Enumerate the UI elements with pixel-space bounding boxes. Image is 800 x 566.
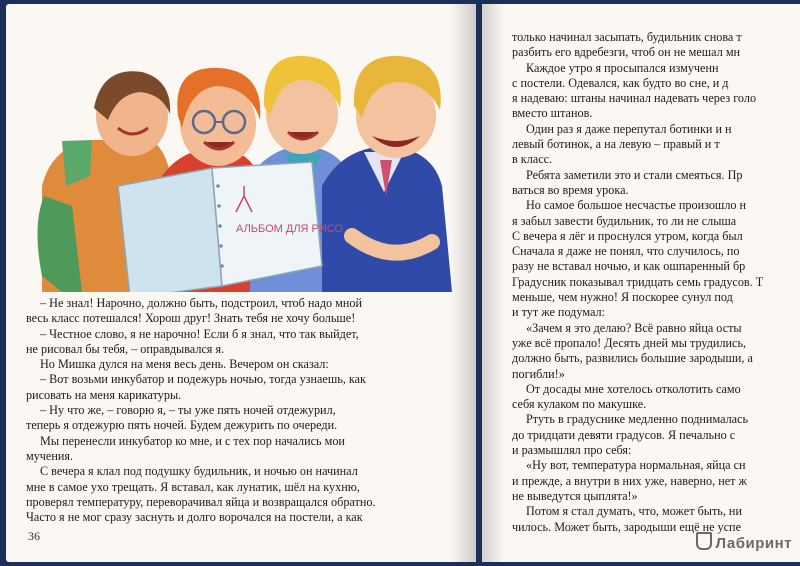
text-line: и тут же подумал:: [512, 305, 605, 320]
text-line: С вечера я лёг и проснулся утром, когда был: [512, 228, 743, 243]
right-page: [482, 4, 800, 562]
text-line: вместо штанов.: [512, 106, 593, 121]
text-line: «Зачем я это делаю? Всё равно яйца осты: [526, 320, 742, 335]
text-line: Но Мишка дулся на меня весь день. Вечером он сказал:: [40, 357, 329, 372]
text-line: Градусник показывал тридцать семь градусов. Т: [512, 274, 764, 289]
text-line: – Ну что же, – говорю я, – ты уже пять ночей отдежурил,: [40, 403, 336, 418]
text-line: и размышлял про себя:: [512, 443, 632, 458]
text-line: – Вот возьми инкубатор и подежурь ночью, тогда узнаешь, как: [40, 372, 366, 387]
text-line: Ребята заметили это и стали смеяться. Пр: [526, 167, 743, 182]
text-line: Мы перенесли инкубатор ко мне, и с тех пор начались мои: [40, 433, 345, 448]
text-line: должно быть, развились большие зародыши, а: [512, 351, 753, 366]
text-line: Ртуть в градуснике медленно поднималась: [526, 412, 749, 427]
text-line: ваться во время урока.: [512, 182, 629, 197]
text-line: Сначала я даже не понял, что случилось, по: [512, 244, 740, 259]
text-line: я надеваю: штаны начинал надевать через голо: [512, 91, 757, 106]
text-line: Потом я стал думать, что, может быть, ни: [526, 504, 742, 519]
text-line: не рисовал бы тебя, – оправдывался я.: [26, 341, 225, 356]
illustration-boys-with-album: [22, 36, 462, 292]
text-line: проверял температуру, переворачивал яйца и возвращался обратно.: [26, 494, 376, 509]
labirint-logo-icon: [696, 532, 712, 550]
left-page: [6, 4, 476, 562]
page-number: 36: [28, 529, 40, 543]
text-line: разу не вставал ночью, и как ошпаренный бр: [512, 259, 746, 274]
text-line: до тридцати девяти градусов. Я печально с: [512, 427, 736, 442]
text-line: я забыл завести будильник, то ли не слыша: [512, 213, 737, 228]
text-line: От досады мне хотелось отколотить само: [526, 381, 741, 396]
left-page-text: [26, 296, 446, 525]
watermark-logo: [696, 532, 792, 552]
text-line: «Ну вот, температура нормальная, яйца сн: [526, 458, 746, 473]
text-line: меньше, чем нужно! Я поскорее сунул под: [512, 290, 733, 305]
text-line: не выведутся цыплята!»: [512, 488, 638, 503]
text-line: рисовать на меня карикатуры.: [26, 387, 182, 402]
text-line: разбить его вдребезги, чтоб он не мешал мн: [512, 45, 741, 60]
text-line: теперь я отдежурю пять ночей. Будем дежурить по очереди.: [26, 418, 338, 433]
gutter-shadow: [450, 4, 476, 562]
text-line: Каждое утро я просыпался измученн: [526, 60, 719, 75]
album-cover-label: АЛЬБОМ ДЛЯ РИСО: [236, 223, 344, 235]
text-line: С вечера я клал под подушку будильник, и ночью он начинал: [40, 464, 358, 479]
text-line: – Честное слово, я не нарочно! Если б я знал, что так выйдет,: [40, 326, 359, 341]
text-line: Но самое большое несчастье произошло н: [526, 198, 747, 213]
watermark-text: Лабиринт: [715, 535, 792, 552]
text-line: чилось. Может быть, зародыши ещё не успе: [512, 519, 741, 534]
text-line: весь класс потешался! Хорош друг! Знать тебя не хочу больше!: [26, 311, 356, 326]
text-line: Один раз я даже перепутал ботинки и н: [526, 121, 732, 136]
text-line: и прежде, а внутри в них уже, наверно, нет ж: [512, 473, 747, 488]
text-line: с постели. Одевался, как будто во сне, и д: [512, 75, 729, 90]
text-line: только начинал засыпать, будильник снова т: [512, 30, 742, 44]
boy-right-figure: [322, 56, 452, 292]
text-line: Часто я не мог сразу заснуть и долго ворочался на постели, а как: [26, 510, 363, 525]
text-line: уже всё пропало! Десять дней мы трудились,: [512, 335, 747, 350]
right-page-text: [512, 30, 800, 535]
text-line: – Не знал! Нарочно, должно быть, подстроил, чтоб надо мной: [40, 296, 363, 310]
text-line: в класс.: [512, 152, 553, 167]
text-line: мне в самое ухо трещать. Я вставал, как лунатик, шёл на кухню,: [26, 479, 360, 494]
text-line: мучения.: [26, 448, 74, 463]
text-line: левый ботинок, а на левую – правый и т: [512, 137, 720, 152]
text-line: погибли!»: [512, 366, 565, 381]
text-line: себя кулаком по макушке.: [512, 397, 647, 412]
gutter-shadow: [482, 4, 504, 562]
